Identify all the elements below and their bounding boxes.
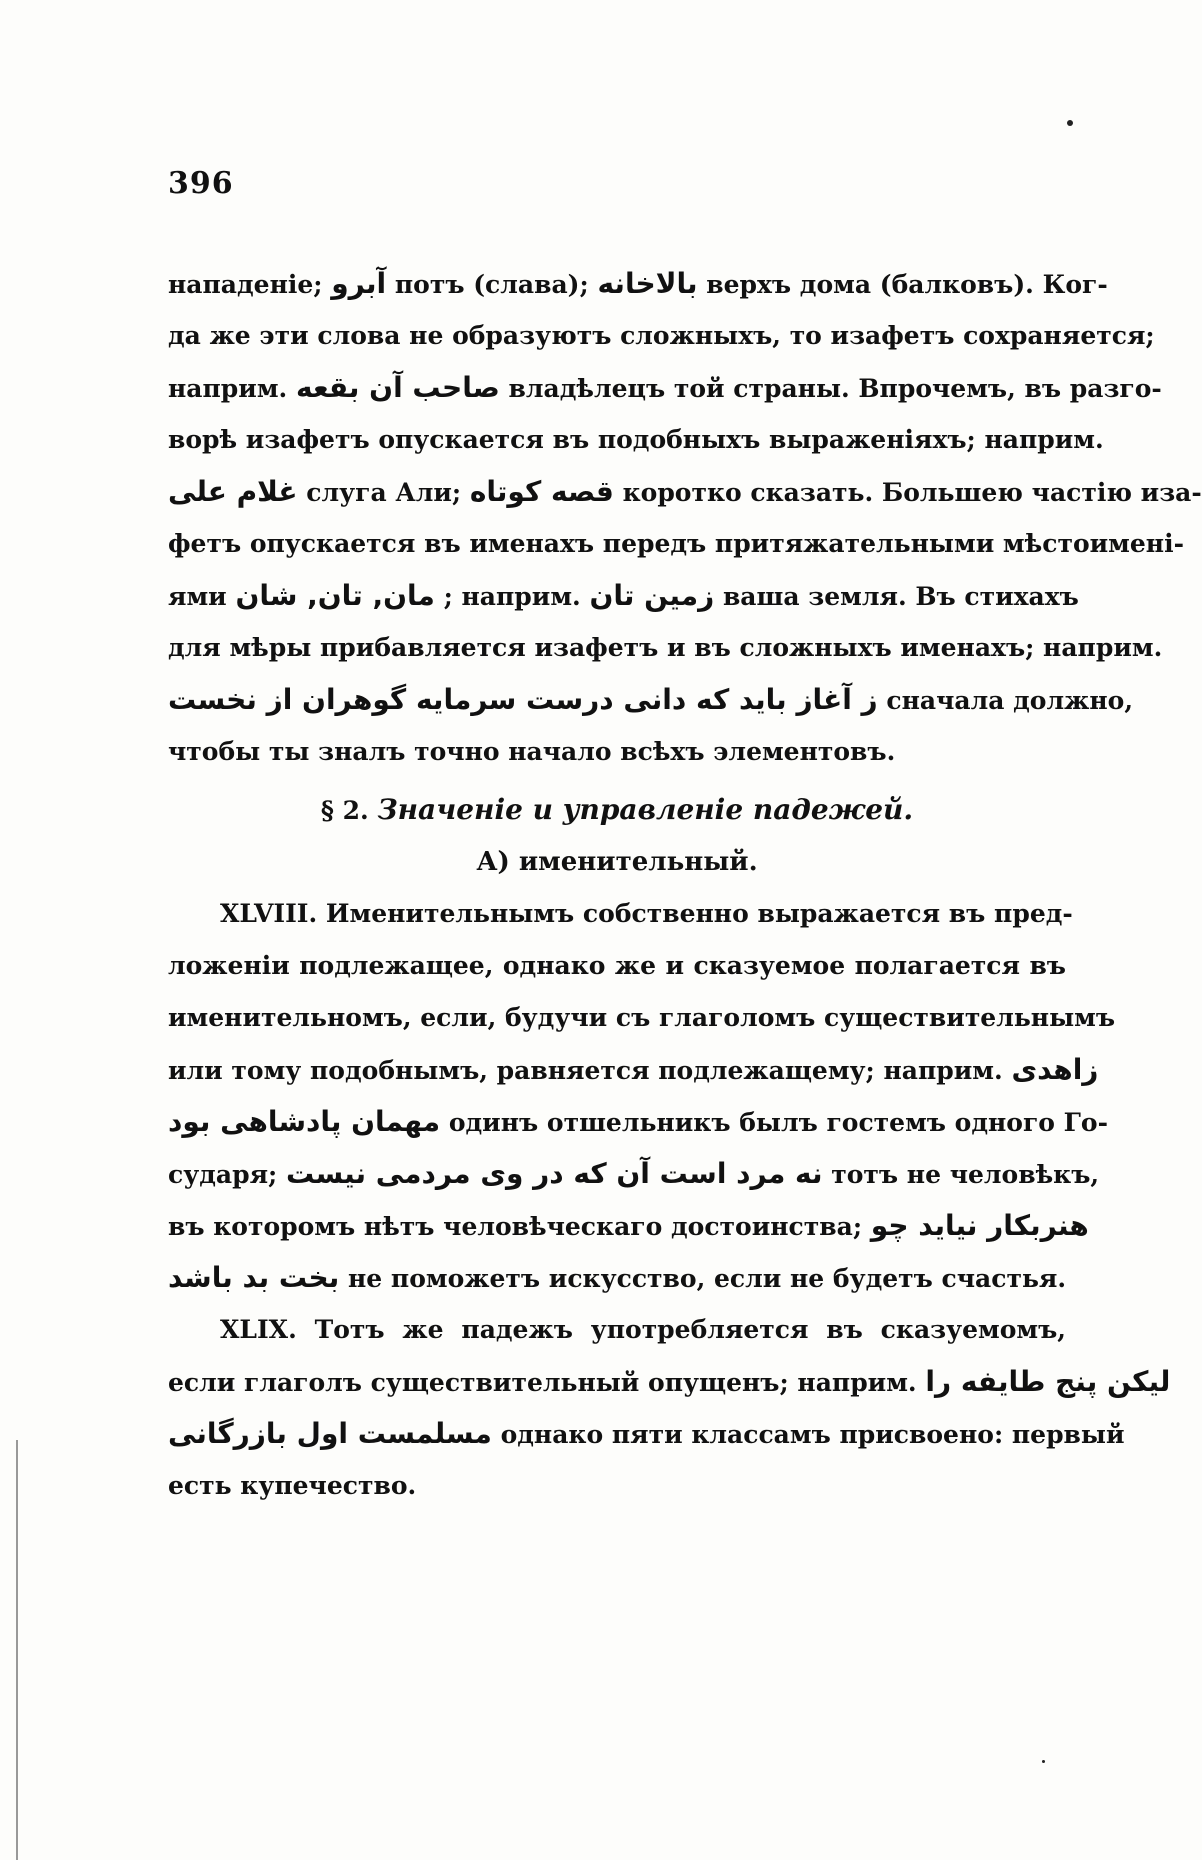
text-line: [168, 726, 1066, 778]
text-line: [168, 1356, 1171, 1408]
ink-speck: [1042, 1760, 1045, 1763]
russian-text: именительномъ, если, будучи съ глаголомъ существительнымъ: [168, 1003, 1116, 1032]
persian-text: بخت بد باشد: [168, 1261, 340, 1294]
russian-text: сударя;: [168, 1160, 278, 1189]
text-line: [168, 888, 1073, 940]
text-line: [168, 518, 1184, 570]
text-line: [168, 674, 1134, 726]
russian-text: ложеніи подлежащее, однако же и сказуемое полагается въ: [168, 951, 1066, 980]
russian-text: если глаголъ существительный опущенъ; наприм.: [168, 1368, 917, 1397]
russian-text: коротко сказать. Большею частію иза-: [622, 478, 1202, 507]
persian-text: مهمان پادشاهی بود: [168, 1105, 441, 1138]
text-line: [168, 310, 1155, 362]
russian-text: нападеніе;: [168, 270, 323, 299]
section-heading: [168, 784, 1066, 836]
persian-text: مان, تان, شان: [235, 579, 435, 612]
russian-text: чтобы ты зналъ точно начало всѣхъ элементовъ.: [168, 737, 896, 766]
russian-text: одинъ отшельникъ былъ гостемъ одного Го-: [448, 1108, 1108, 1137]
russian-text: наприм.: [168, 374, 288, 403]
paragraph-xlix: [168, 1304, 1171, 1512]
section-mark: § 2.: [320, 796, 369, 825]
russian-text: XLVIII. Именительнымъ собственно выражается въ пред-: [220, 899, 1073, 928]
text-line: [168, 362, 1162, 414]
text-line: [168, 940, 1066, 992]
persian-text: هنربکار نیاید چو: [870, 1209, 1089, 1242]
text-line: [168, 258, 1108, 310]
russian-text: да же эти слова не образуютъ сложныхъ, то изафетъ сохраняется;: [168, 321, 1155, 350]
section-subtitle: А) именительный.: [476, 847, 758, 877]
text-line: [168, 1148, 1100, 1200]
persian-text: زاهدی: [1011, 1053, 1099, 1086]
text-line: [168, 1044, 1099, 1096]
russian-text: верхъ дома (балковъ). Ког-: [706, 270, 1108, 299]
ink-speck: [1067, 120, 1073, 126]
text-line: [168, 1200, 1089, 1252]
text-line: [168, 1460, 1066, 1512]
russian-text: сначала должно,: [886, 686, 1134, 715]
persian-text: مسلمست اول بازرگانی: [168, 1417, 492, 1450]
text-line: [168, 1408, 1125, 1460]
persian-text: نه مرد است آن که در وی مردمی نیست: [285, 1157, 823, 1190]
persian-text: ز آغاز باید که دانی درست سرمایه گوهران از نخست: [168, 683, 878, 716]
persian-text: صاحب آن بقعه: [295, 371, 500, 404]
page-edge-shadow: [16, 1440, 18, 1860]
persian-text: بالاخانه: [597, 267, 698, 300]
text-line: [168, 622, 1163, 674]
russian-text: или тому подобнымъ, равняется подлежащему; наприм.: [168, 1056, 1003, 1085]
russian-text: есть купечество.: [168, 1471, 417, 1500]
page-number: 396: [168, 166, 234, 201]
russian-text: XLIX. Тотъ же падежъ употребляется въ сказуемомъ,: [220, 1315, 1066, 1344]
text-line: [168, 1304, 1066, 1356]
persian-text: زمین تان: [589, 579, 715, 612]
russian-text: однако пяти классамъ присвоено: первый: [500, 1420, 1125, 1449]
persian-text: آبرو: [331, 267, 387, 300]
persian-text: لیکن پنج طایفه را: [925, 1365, 1171, 1398]
russian-text: потъ (слава);: [394, 270, 589, 299]
russian-text: фетъ опускается въ именахъ передъ притяжательными мѣстоимені-: [168, 529, 1184, 558]
text-line: [168, 570, 1079, 622]
russian-text: ворѣ изафетъ опускается въ подобныхъ выраженіяхъ; наприм.: [168, 425, 1104, 454]
russian-text: не поможетъ искусство, если не будетъ счастья.: [347, 1264, 1067, 1293]
text-line: [168, 992, 1116, 1044]
russian-text: слуга Али;: [306, 478, 462, 507]
text-line: [168, 466, 1202, 518]
text-line: [168, 1096, 1108, 1148]
russian-text: владѣлецъ той страны. Впрочемъ, въ разго-: [508, 374, 1162, 403]
section-title: Значеніе и управленіе падежей.: [377, 793, 914, 826]
russian-text: ваша земля. Въ стихахъ: [722, 582, 1079, 611]
text-line: [168, 414, 1104, 466]
russian-text: въ которомъ нѣтъ человѣческаго достоинства;: [168, 1212, 863, 1241]
persian-text: غلام علی: [168, 475, 298, 508]
page-body: [168, 258, 1202, 1512]
russian-text: ями: [168, 582, 227, 611]
paragraph-xlviii: [168, 888, 1116, 1304]
russian-text: тотъ не человѣкъ,: [831, 1160, 1100, 1189]
russian-text: для мѣры прибавляется изафетъ и въ сложныхъ именахъ; наприм.: [168, 633, 1163, 662]
russian-text: ; наприм.: [443, 582, 581, 611]
text-block-intro: [168, 258, 1202, 778]
text-line: [168, 1252, 1066, 1304]
persian-text: قصه کوتاه: [469, 475, 614, 508]
